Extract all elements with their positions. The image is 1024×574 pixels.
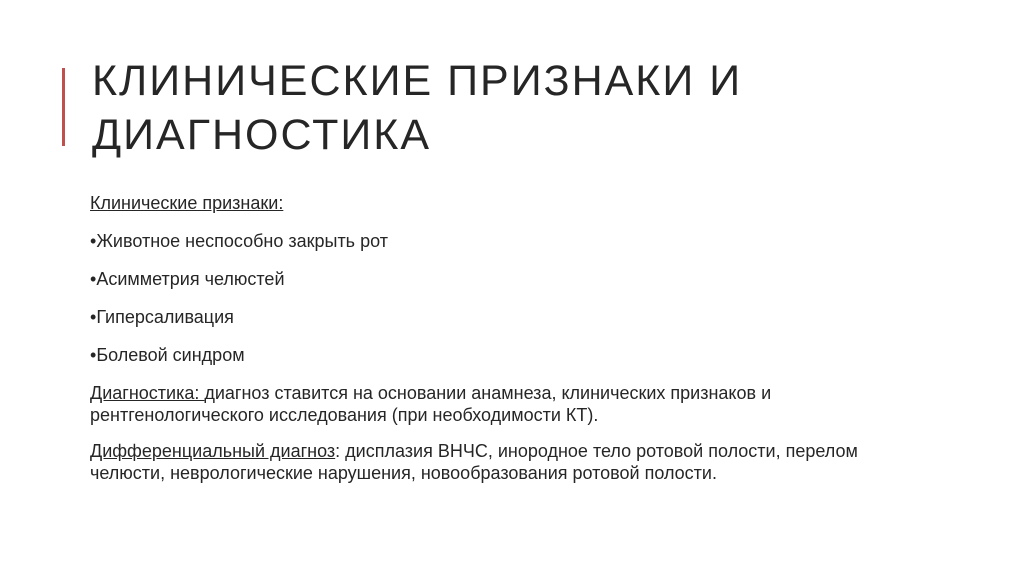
bullet-icon: • xyxy=(90,345,97,365)
signs-heading-text: Клинические признаки: xyxy=(90,193,284,213)
sign-item xyxy=(90,344,930,366)
differential-label: Дифференциальный диагноз xyxy=(90,441,336,461)
diagnostics-label: Диагностика: xyxy=(90,383,205,403)
title-accent-bar xyxy=(62,68,65,146)
differential-paragraph xyxy=(90,440,930,484)
sign-item xyxy=(90,268,930,290)
sign-item xyxy=(90,306,930,328)
sign-item xyxy=(90,230,930,252)
diagnostics-text: диагноз ставится на основании анамнеза, клинических признаков и рентгенологического исследования (при необходимости КТ). xyxy=(90,383,772,425)
sign-item-text: Животное неспособно закрыть рот xyxy=(96,231,388,251)
slide-title: КЛИНИЧЕСКИЕ ПРИЗНАКИ И ДИАГНОСТИКА xyxy=(92,57,743,159)
slide-body xyxy=(90,192,930,498)
differential-text: : дисплазия ВНЧС, инородное тело ротовой полости, перелом челюсти, неврологические нарушения, новообразования ротовой полости. xyxy=(90,441,858,483)
sign-item-text: Гиперсаливация xyxy=(96,307,234,327)
signs-heading xyxy=(90,192,930,214)
bullet-icon: • xyxy=(90,307,97,327)
sign-item-text: Болевой синдром xyxy=(96,345,245,365)
diagnostics-paragraph xyxy=(90,382,930,426)
bullet-icon: • xyxy=(90,269,97,289)
sign-item-text: Асимметрия челюстей xyxy=(96,269,285,289)
bullet-icon: • xyxy=(90,231,97,251)
